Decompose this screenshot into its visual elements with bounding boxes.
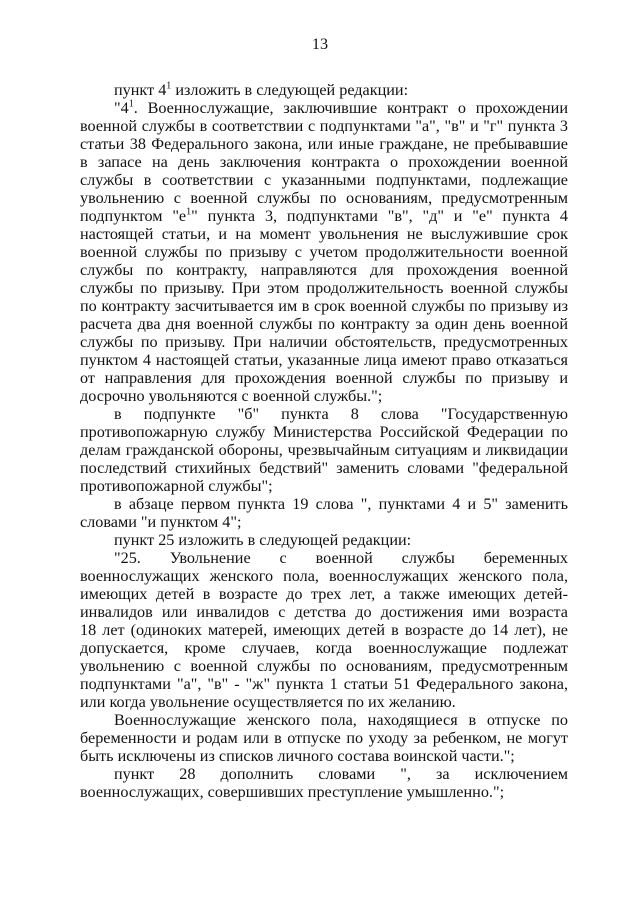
text-line: в абзаце первом пункта 19 слова ", пунктами 4 и 5" заменить [114,495,568,513]
text-line [114,99,568,117]
text-line: инвалидов или инвалидов с детства до достижения ими возраста [80,603,568,621]
text-line: или когда увольнение осуществляется по их желанию. [80,693,456,711]
text-line: беременности и родам или в отпуске по уходу за ребенком, не могут [80,729,568,747]
text-line: службы по призыву. При этом продолжительность военной службы [80,279,568,297]
text-line: пункт 25 изложить в следующей редакции: [114,531,412,549]
text-line: военной службы по призыву с учетом продолжительности военной [80,243,568,261]
text-line [80,207,568,225]
text-line: увольнению с военной службы по основаниям, предусмотренным [80,657,568,675]
text-line: в запасе на день заключения контракта о прохождении военной [80,153,568,171]
text-line: военной службы в соответствии с подпунктами "а", "в" и "г" пункта 3 [80,117,568,135]
superscript: 1 [186,206,192,218]
text-fragment: пункт 4 [114,81,167,99]
text-line: пункт 28 дополнить словами ", за исключением [114,765,568,783]
text-line: подпунктами "а", "в" - "ж" пункта 1 статьи 51 Федерального закона, [80,675,568,693]
text-fragment: "4 [114,99,129,117]
text-line: настоящей статьи, и на момент увольнения не выслужившие срок [80,225,568,243]
text-line: по контракту засчитывается им в срок военной службы по призыву из [80,297,568,315]
superscript: 1 [128,98,134,110]
text-line: допускается, кроме случаев, когда военнослужащие подлежат [80,639,568,657]
text-line: словами "и пунктом 4"; [80,513,242,531]
text-line: быть исключены из списков личного состава воинской части."; [80,747,515,765]
text-line: в подпункте "б" пункта 8 слова "Государственную [114,405,568,423]
text-line: досрочно увольняются с военной службы."; [80,387,383,405]
text-fragment: . Военнослужащие, заключившие контракт о прохождении [133,99,568,117]
text-line: противопожарной службы"; [80,477,273,495]
text-fragment: подпунктом "е [80,207,187,225]
text-line: военнослужащих, совершивших преступление умышленно."; [80,783,505,801]
text-line: статьи 38 Федерального закона, или иные граждане, не пребывавшие [80,135,568,153]
text-line: службы в соответствии с указанными подпунктами, подлежащие [80,171,568,189]
text-line: службы по контракту, направляются для прохождения военной [80,261,568,279]
text-line: службы по призыву. При наличии обстоятельств, предусмотренных [80,333,568,351]
superscript: 1 [166,80,172,92]
text-line: от направления для прохождения военной службы по призыву и [80,369,568,387]
text-line: пунктом 4 настоящей статьи, указанные лица имеют право отказаться [80,351,568,369]
text-line: увольнению с военной службы по основаниям, предусмотренным [80,189,568,207]
text-line: имеющих детей в возрасте до трех лет, а также имеющих детей- [80,585,568,603]
text-line: Военнослужащие женского пола, находящиеся в отпуске по [114,711,568,729]
page-number: 13 [311,35,329,53]
text-line: последствий стихийных бедствий" заменить словами "федеральной [80,459,568,477]
text-line: "25. Увольнение с военной службы беременных [114,549,568,567]
text-line: противопожарную службу Министерства Российской Федерации по [80,423,568,441]
text-fragment: " пункта 3, подпунктами "в", "д" и "е" пункта 4 [191,207,568,225]
text-fragment: изложить в следующей редакции: [171,81,409,99]
text-line: расчета два дня военной службы по контракту за один день военной [80,315,568,333]
text-line [114,81,568,99]
text-line: делам гражданской обороны, чрезвычайным ситуациям и ликвидации [80,441,568,459]
text-line: 18 лет (одиноких матерей, имеющих детей в возрасте до 14 лет), не [80,621,568,639]
text-line: военнослужащих женского пола, военнослужащих женского пола, [80,567,568,585]
